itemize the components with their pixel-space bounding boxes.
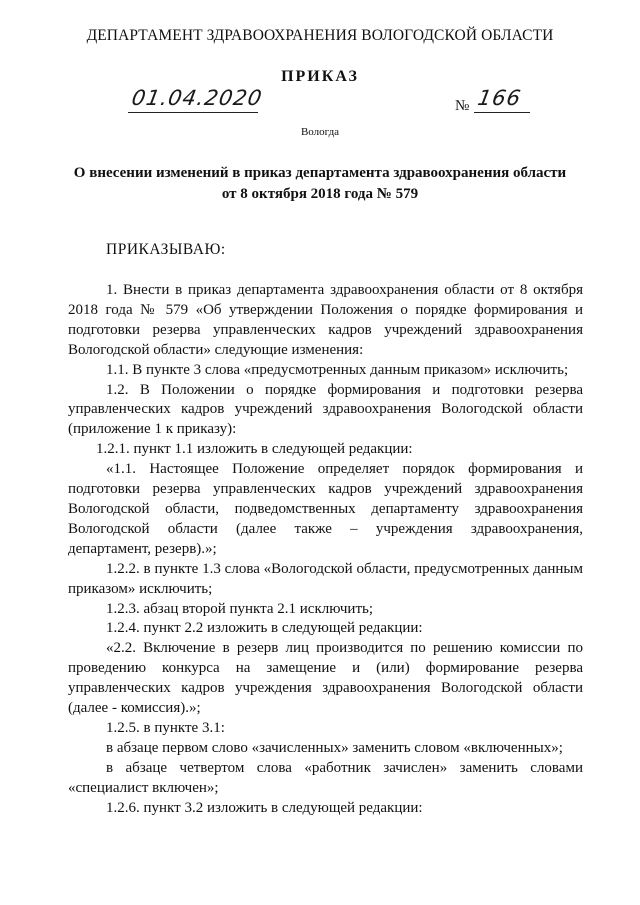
order-body <box>68 281 583 818</box>
orders-word: ПРИКАЗЫВАЮ: <box>106 241 226 258</box>
order-number-handwritten: 166 <box>475 86 524 110</box>
paragraph-1-1: 1.1. В пункте 3 слова «предусмотренных данным приказом» исключить; <box>106 361 569 378</box>
paragraph-1-2-6: 1.2.6. пункт 3.2 изложить в следующей редакции: <box>106 799 423 816</box>
paragraph-1-2: 1.2. В Положении о порядке формирования и подготовки резерва управленческих кадров учреждений здравоохранения Вологодской области (приложение 1 к приказу): <box>68 381 583 438</box>
paragraph-1-2-3: 1.2.3. абзац второй пункта 2.1 исключить; <box>106 600 374 617</box>
paragraph-1-2-2: 1.2.2. в пункте 1.3 слова «Вологодской области, предусмотренных данным приказом» исключить; <box>68 560 583 597</box>
paragraph-quote-2-2: «2.2. Включение в резерв лиц производится по решению комиссии по проведению конкурса на замещение и (или) формирование резерва управленческих кадров учреждения здравоохранения Вологодской области (далее - комиссия).»; <box>68 640 583 717</box>
order-number-label: № <box>455 98 470 114</box>
paragraph-1-2-1: 1.2.1. пункт 1.1 изложить в следующей редакции: <box>96 441 413 458</box>
order-subject <box>70 163 570 205</box>
order-date-field <box>128 86 268 114</box>
paragraph-1-2-4: 1.2.4. пункт 2.2 изложить в следующей редакции: <box>106 620 423 637</box>
date-underline <box>128 112 258 113</box>
paragraph-quote-1-1: «1.1. Настоящее Положение определяет порядок формирования и подготовки резерва управленческих кадров учреждений здравоохранения Вологодской области, подведомственных департаменту здравоохранения Вологодской области (далее также – учреждения здравоохранения, департамент, резерв).»; <box>68 461 583 557</box>
paragraph-1-2-5-b: в абзаце четвертом слова «работник зачислен» заменить словами «специалист включен»; <box>68 759 583 796</box>
paragraph-1-2-5-a: в абзаце первом слово «зачисленных» заменить словом «включенных»; <box>106 739 563 756</box>
order-date-handwritten: 01.04.2020 <box>129 86 265 110</box>
city-label: Вологда <box>300 126 340 138</box>
subject-line-2: от 8 октября 2018 года № 579 <box>221 186 419 202</box>
order-number-field <box>474 86 534 114</box>
paragraph-1-2-5: 1.2.5. в пункте 3.1: <box>106 719 225 736</box>
subject-line-1: О внесении изменений в приказ департамента здравоохранения области <box>73 165 567 181</box>
department-header: ДЕПАРТАМЕНТ ЗДРАВООХРАНЕНИЯ ВОЛОГОДСКОЙ ОБЛАСТИ <box>86 27 554 44</box>
paragraph-1: 1. Внести в приказ департамента здравоохранения области от 8 октября 2018 года № 579 «Об утверждении Положения о порядке формирования и подготовки резерва управленческих кадров учреждений здравоохранения Вологодской области» следующие изменения: <box>68 282 583 358</box>
number-underline <box>474 112 530 113</box>
order-title: ПРИКАЗ <box>281 68 359 85</box>
